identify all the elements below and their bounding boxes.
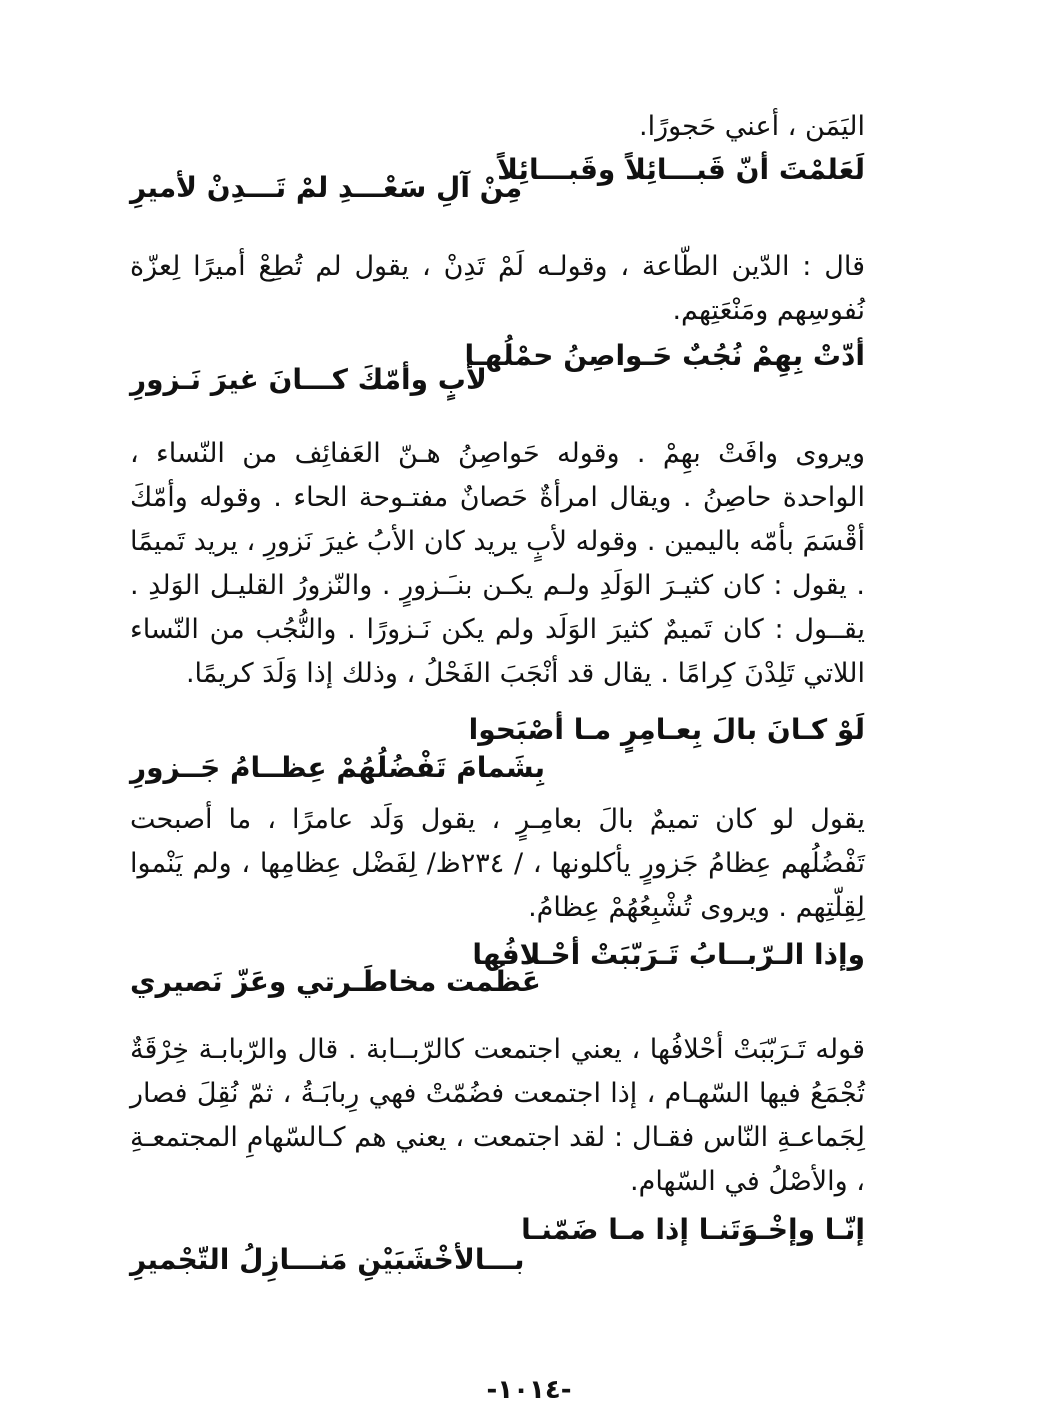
verse-2-second-hemistich: لأبٍ وأمّكَ كـــانَ غيرَ نَـزورِ [130, 363, 487, 396]
paragraph-1: اليَمَن ، أعني حَجورًا. [639, 111, 865, 142]
paragraph-4: يقول لو كان تميمٌ بالَ بعامِـرٍ ، يقول وَلَد عامرًا ، ما أصبحت تَفْضُلُهم عِظامُ جَزورٍ يأكلونها ، / ٢٣٤ظ/ لِفَضْل عِظامِها ، ولم يَنْموا لِقِلّتِهم . ويروى تُشْبِعُهُمْ عِظامُ. [130, 804, 865, 923]
verse-4-first-hemistich: وإذا الـرّبــابُ تَـرَبّبَتْ أحْـلافُها [472, 938, 865, 971]
verse-5-second-hemistich: بـــالأخْشَبَيْنِ مَنـــازِلُ التّجْميرِ [130, 1243, 525, 1276]
verse-4-second-hemistich: عَظُمت مخاطَـرتي وعَزّ نَصيري [130, 965, 541, 998]
verse-2-first-hemistich: أدّتْ بِهِمْ نُجُبٌ حَـواصِنُ حمْلُهـا [464, 339, 865, 372]
verse-5-first-hemistich: إنّـا وإخْـوَتَنـا إذا مـا ضَمّنـا [521, 1213, 865, 1246]
paragraph-5: قوله تَـرَبّبَتْ أحْلافُها ، يعني اجتمعت كالرّبــابة . قال والرّبابـة خِرْقَةٌ تُجْمَعُ فيها السّهـام ، إذا اجتمعت فضُمّتْ فهي رِبابَـةُ ، ثمّ نُقِلَ فصار لِجَماعـةِ النّاس فقـال : لقد اجتمعت ، يعني هم كـالسّهامِ المجتمعـةِ ، والأصْلُ في السّهام. [130, 1034, 865, 1197]
verse-3-second-hemistich: بِشَمامَ تَفْضُلُهُمْ عِظــامُ جَــزورِ [130, 751, 546, 784]
verse-3-first-hemistich: لَوْ كـانَ بالَ بِعـامِرٍ مـا أصْبَحوا [468, 713, 865, 746]
paragraph-3: ويروى وافَتْ بهِمْ . وقوله حَواصِنُ هـنّ العَفائِف من النّساء ، الواحدة حاصِنُ . ويقال امرأةٌ حَصانٌ مفتـوحة الحاء . وقوله وأمّكَ أقْسَمَ بأمّه باليمين . وقوله لأبٍ يريد كان الأبُ غيرَ نَزورِ ، يريد تَميمًا . يقول : كان كثيـرَ الوَلَدِ ولـم يكـن بنـَـزورٍ . والنّزورُ القليـل الوَلدِ . يقــول : كان تَميمٌ كثيرَ الوَلَد ولم يكن نَـزورًا . والنُّجُب من النّساء اللاتي تَلِدْنَ كِرامًا . يقال قد أنْجَبَ الفَحْلُ ، وذلك إذا وَلَدَ كريمًا. [130, 438, 865, 689]
paragraph-2: قال : الدّين الطّاعة ، وقولـه لَمْ تَدِنْ ، يقول لم تُطِعْ أميرًا لِعزّة نُفوسِهم ومَنْعَتِهم. [130, 251, 865, 326]
verse-1-first-hemistich: لَعَلمْتَ أنّ قَبـــائِلاً وقَبـــائِلاً [497, 153, 865, 186]
page-number: -١٠١٤- [486, 1375, 572, 1405]
verse-1-second-hemistich: مِنْ آلِ سَعْـــدِ لمْ تَـــدِنْ لأميرِ [130, 171, 523, 204]
